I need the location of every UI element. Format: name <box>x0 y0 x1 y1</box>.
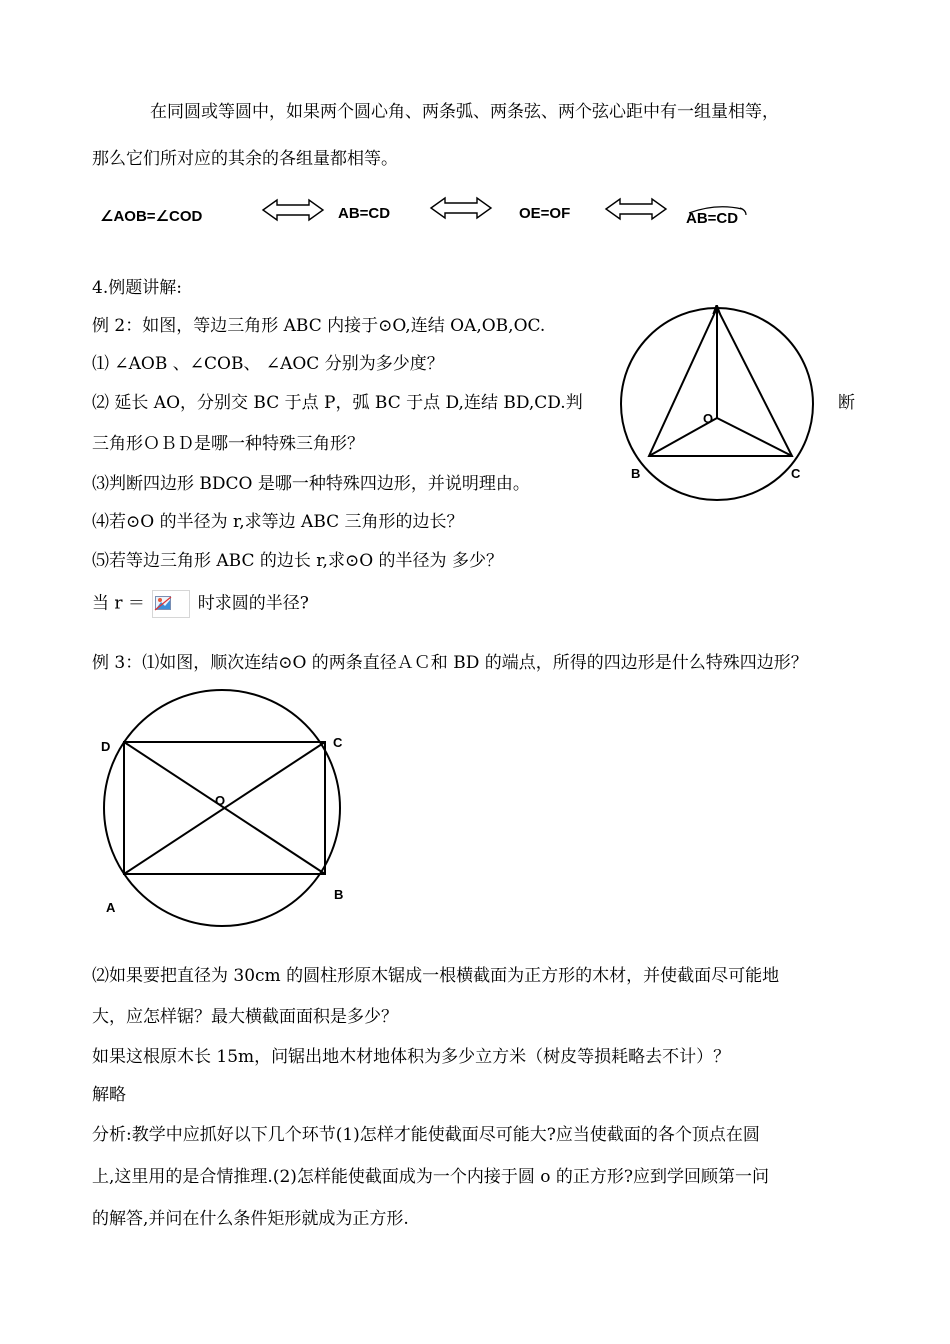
segment-oc <box>717 418 792 456</box>
example3-q3: 如果这根原木长 15m，问锯出地木材地体积为多少立方米（树皮等损耗略去不计）？ <box>92 1047 731 1067</box>
example3-title: 例 3：⑴如图，顺次连结⊙O 的两条直径ＡＣ和 BD 的端点，所得的四边形是什么特殊四边形？ <box>92 653 808 673</box>
example2-q6-prefix: 当 r ＝ <box>92 593 145 614</box>
chord-equality: AB=CD <box>338 205 391 222</box>
example2-q3: ⑶判断四边形 BDCO 是哪一种特殊四边形，并说明理由。 <box>92 474 530 494</box>
label-a: A <box>712 302 722 317</box>
arc-mark-icon <box>686 205 752 215</box>
intro-line-2: 那么它们所对应的其余的各组量都相等。 <box>92 149 398 169</box>
label-c: C <box>791 466 801 481</box>
example2-q6-suffix: 时求圆的半径? <box>197 593 309 614</box>
triangle-abc <box>649 308 792 456</box>
angle-equality: ∠AOB=∠COD <box>100 208 203 225</box>
broken-image-icon <box>152 590 190 618</box>
analysis-line-1: 分析:教学中应抓好以下几个环节(1)怎样才能使截面尽可能大?应当使截面的各个顶点在圆 <box>92 1125 760 1145</box>
label-b: B <box>631 466 641 481</box>
analysis-line-2: 上,这里用的是合情推理.(2)怎样能使截面成为一个内接于圆 o 的正方形?应到学回顾第一问 <box>92 1167 770 1187</box>
example3-q2-part2: 大，应怎样锯？最大横截面面积是多少？ <box>92 1007 398 1027</box>
example2-q4: ⑷若⊙O 的半径为 r,求等边 ABC 三角形的边长？ <box>92 512 464 532</box>
double-arrow-icon <box>430 197 492 219</box>
arc-equality: AB=CD <box>686 210 739 227</box>
label-d: D <box>101 739 111 754</box>
label-o: O <box>703 411 714 426</box>
label-a: A <box>106 900 116 915</box>
label-o: O <box>215 793 226 808</box>
example2-q2-part1: ⑵ 延长 AO，分别交 BC 于点 P，弧 BC 于点 D,连结 BD,CD.判 <box>92 393 583 413</box>
example2-title: 例 2：如图，等边三角形 ABC 内接于⊙O,连结 OA,OB,OC. <box>92 316 546 336</box>
intro-line-1: 在同圆或等圆中，如果两个圆心角、两条弧、两条弦、两个弦心距中有一组量相等， <box>150 102 779 122</box>
example3-q2-part1: ⑵如果要把直径为 30cm 的圆柱形原木锯成一根横截面为正方形的木材，并使截面尽可能地 <box>92 966 780 986</box>
label-c: C <box>333 735 343 750</box>
analysis-line-3: 的解答,并问在什么条件矩形就成为正方形. <box>92 1209 409 1229</box>
double-arrow-icon <box>605 198 667 220</box>
double-arrow-icon <box>262 199 324 221</box>
circle-o <box>104 690 340 926</box>
section-title: 4.例题讲解: <box>92 278 182 298</box>
example2-q1: ⑴ ∠AOB 、∠COB、 ∠AOC 分别为多少度？ <box>92 354 444 374</box>
label-b: B <box>334 887 344 902</box>
rectangle-in-circle-figure <box>95 690 375 930</box>
example2-q2-part2: 三角形ＯＢＤ是哪一种特殊三角形？ <box>92 434 364 454</box>
example2-q6 <box>92 590 309 618</box>
distance-equality: OE=OF <box>519 205 571 222</box>
example2-q5: ⑸若等边三角形 ABC 的边长 r,求⊙O 的半径为 多少？ <box>92 551 503 571</box>
example2-q2-end: 断 <box>838 393 855 413</box>
example3-solution: 解略 <box>92 1085 126 1105</box>
triangle-in-circle-figure <box>620 300 820 500</box>
